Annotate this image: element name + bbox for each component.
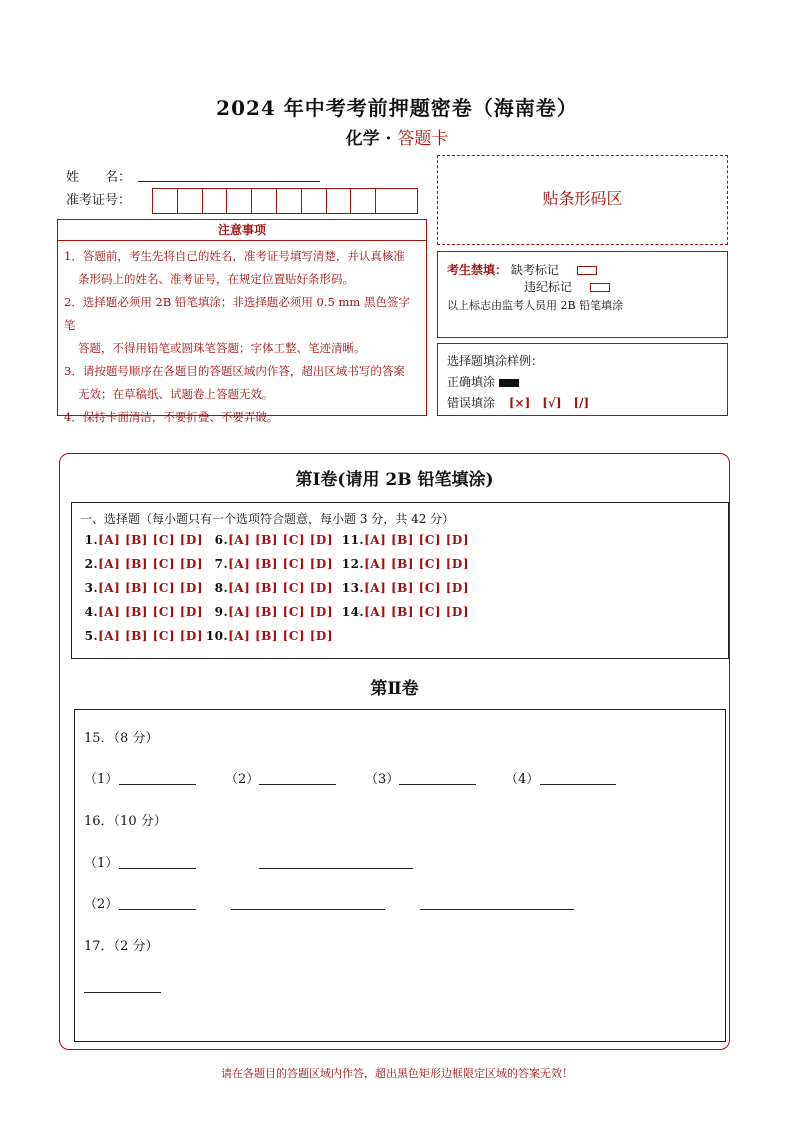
- mc-question-row[interactable]: [85, 581, 203, 595]
- card-label: 答题卡: [397, 129, 449, 149]
- q15-part4-label: （4）: [505, 772, 540, 787]
- exam-id-cell[interactable]: [302, 189, 327, 213]
- mc-question-row[interactable]: [215, 533, 333, 547]
- q15-answer-line[interactable]: [259, 783, 336, 785]
- wrong-marks: [×] [√] [/]: [508, 396, 590, 410]
- notice-box: [57, 241, 427, 424]
- mc-question-number: 8.: [214, 581, 229, 595]
- mc-question-number: 1.: [84, 533, 99, 547]
- mc-question-number: 12.: [341, 557, 365, 571]
- mc-question-number: 9.: [214, 605, 229, 619]
- mc-question-number: 14.: [341, 605, 365, 619]
- mc-options[interactable]: [A] [B] [C] [D]: [98, 629, 203, 643]
- mc-options[interactable]: [A] [B] [C] [D]: [228, 605, 333, 619]
- q15-answer-line[interactable]: [119, 783, 196, 785]
- mc-options[interactable]: [A] [B] [C] [D]: [364, 581, 469, 595]
- q17-title: 17．（2 分）: [84, 939, 159, 954]
- exam-id-cell[interactable]: [153, 189, 178, 213]
- page-title: 2024 年中考考前押题密卷（海南卷）: [216, 96, 578, 120]
- mc-question-row[interactable]: [342, 581, 469, 595]
- barcode-area[interactable]: 贴条形码区: [437, 155, 728, 245]
- exam-id-cell[interactable]: [227, 189, 252, 213]
- mc-question-row[interactable]: [85, 605, 203, 619]
- sample-title: 选择题填涂样例：: [447, 354, 544, 368]
- mc-options[interactable]: [A] [B] [C] [D]: [98, 533, 203, 547]
- subject-label: 化学 ·: [345, 129, 392, 149]
- mc-question-number: 4.: [84, 605, 99, 619]
- exam-id-cell[interactable]: [178, 189, 203, 213]
- q16-answer-line[interactable]: [420, 908, 574, 910]
- wrong-label: 错误填涂: [447, 396, 496, 410]
- correct-label: 正确填涂: [447, 375, 496, 389]
- mc-question-row[interactable]: [85, 557, 203, 571]
- q16-answer-line[interactable]: [119, 867, 196, 869]
- answer-box: [74, 709, 726, 1042]
- q15-answer-line[interactable]: [399, 783, 476, 785]
- notice-title: 注意事项: [57, 219, 427, 241]
- mc-question-number: 2.: [84, 557, 99, 571]
- sample-box: [437, 343, 728, 416]
- mc-options[interactable]: [A] [B] [C] [D]: [98, 557, 203, 571]
- q15-part2-label: （2）: [225, 772, 260, 787]
- exam-id-cell[interactable]: [376, 189, 401, 213]
- mc-question-row[interactable]: [85, 533, 203, 547]
- exam-id-cell[interactable]: [252, 189, 277, 213]
- exam-id-field[interactable]: [152, 188, 418, 214]
- notice-item: 条形码上的姓名、准考证号，在规定位置贴好条形码。: [78, 272, 354, 286]
- mc-question-row[interactable]: [215, 581, 333, 595]
- mc-question-row[interactable]: [342, 557, 469, 571]
- violation-label: 违纪标记: [524, 280, 573, 294]
- absent-label: 缺考标记: [510, 263, 559, 277]
- q16-title: 16．（10 分）: [84, 814, 167, 829]
- mc-question-number: 7.: [214, 557, 229, 571]
- mc-question-row[interactable]: [215, 557, 333, 571]
- q15-part1-label: （1）: [84, 772, 119, 787]
- mc-options[interactable]: [A] [B] [C] [D]: [228, 629, 333, 643]
- mc-options[interactable]: [A] [B] [C] [D]: [364, 557, 469, 571]
- q15-part3-label: （3）: [365, 772, 400, 787]
- part1-title: 第Ⅰ卷(请用 2B 铅笔填涂): [295, 470, 494, 490]
- q16-answer-line[interactable]: [119, 908, 196, 910]
- q16-answer-line[interactable]: [231, 908, 385, 910]
- mc-question-number: 5.: [84, 629, 99, 643]
- q15-title: 15．（8 分）: [84, 731, 159, 746]
- mc-intro: 一、选择题（每小题只有一个选项符合题意，每小题 3 分，共 42 分）: [80, 512, 455, 526]
- mc-question-number: 6.: [214, 533, 229, 547]
- absent-mark[interactable]: [577, 266, 597, 275]
- mc-question-number: 3.: [84, 581, 99, 595]
- q16-part1-label: （1）: [84, 856, 119, 871]
- subtitle: [0, 124, 794, 149]
- mc-question-number: 11.: [341, 533, 365, 547]
- forbid-note: 以上标志由监考人员用 2B 铅笔填涂: [447, 299, 624, 312]
- name-label: 姓 名：: [66, 170, 132, 185]
- mc-question-row[interactable]: [85, 629, 203, 643]
- part2-title: 第Ⅱ卷: [370, 679, 419, 699]
- q16-part2-label: （2）: [84, 897, 119, 912]
- exam-id-cell[interactable]: [327, 189, 352, 213]
- exam-id-cell[interactable]: [277, 189, 302, 213]
- notice-item: 1．答题前，考生先将自己的姓名，准考证号填写清楚，并认真核准: [64, 249, 405, 263]
- notice-item: 3．请按题号顺序在各题目的答题区域内作答，超出区域书写的答案: [64, 364, 405, 378]
- notice-item: 无效；在草稿纸、试题卷上答题无效。: [78, 387, 274, 401]
- violation-mark[interactable]: [590, 283, 610, 292]
- name-field[interactable]: [138, 180, 320, 182]
- correct-fill-sample: [499, 379, 519, 387]
- mc-question-row[interactable]: [342, 605, 469, 619]
- q16-answer-line[interactable]: [259, 867, 413, 869]
- mc-options[interactable]: [A] [B] [C] [D]: [364, 605, 469, 619]
- forbid-box: [437, 251, 728, 338]
- mc-options[interactable]: [A] [B] [C] [D]: [228, 533, 333, 547]
- exam-id-cell[interactable]: [203, 189, 228, 213]
- exam-id-cell[interactable]: [351, 189, 376, 213]
- footer-warning: 请在各题目的答题区域内作答，超出黑色矩形边框限定区域的答案无效！: [221, 1067, 573, 1080]
- q17-answer-line[interactable]: [84, 991, 161, 993]
- notice-item: 2．选择题必须用 2B 铅笔填涂；非选择题必须用 0.5 mm 黑色签字笔: [64, 295, 410, 332]
- notice-item: 4．保持卡面清洁，不要折叠、不要弄破。: [64, 410, 279, 424]
- mc-options[interactable]: [A] [B] [C] [D]: [364, 533, 469, 547]
- forbid-label: 考生禁填：: [447, 263, 508, 277]
- mc-options[interactable]: [A] [B] [C] [D]: [228, 557, 333, 571]
- notice-item: 答题，不得用铅笔或圆珠笔答题；字体工整、笔迹清晰。: [78, 341, 366, 355]
- mc-options[interactable]: [A] [B] [C] [D]: [98, 581, 203, 595]
- id-label: 准考证号：: [66, 193, 132, 208]
- mc-question-row[interactable]: [215, 605, 333, 619]
- mc-options[interactable]: [A] [B] [C] [D]: [228, 581, 333, 595]
- mc-question-number: 13.: [341, 581, 365, 595]
- mc-options[interactable]: [A] [B] [C] [D]: [98, 605, 203, 619]
- mc-question-row[interactable]: [206, 629, 333, 643]
- mc-question-row[interactable]: [342, 533, 469, 547]
- mc-question-number: 10.: [205, 629, 229, 643]
- q15-answer-line[interactable]: [540, 783, 616, 785]
